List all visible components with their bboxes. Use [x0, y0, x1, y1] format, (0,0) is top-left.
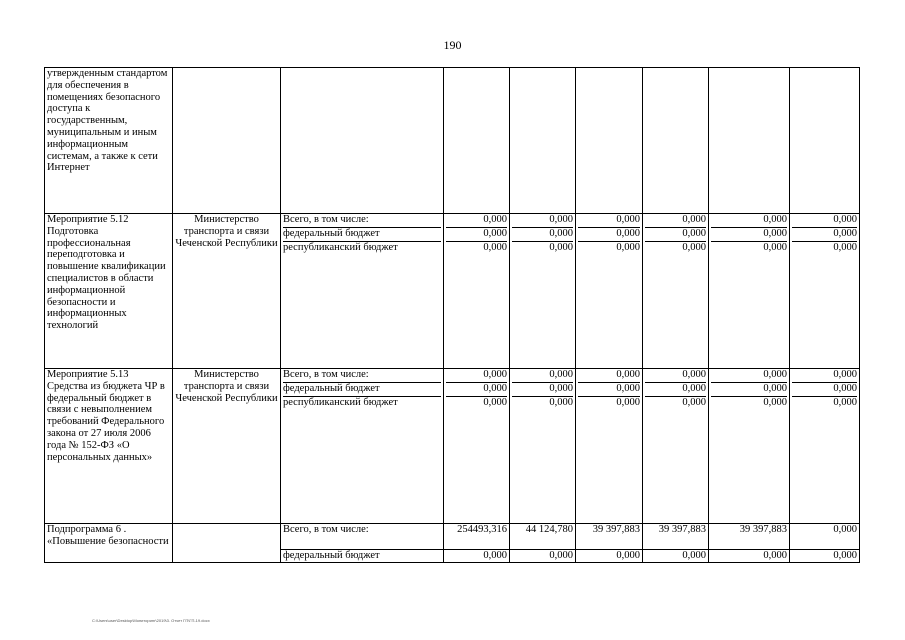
- value: 0,000: [792, 383, 857, 397]
- value-cell: 0,000: [790, 550, 860, 563]
- value-cell: [510, 68, 576, 214]
- value-cell: [576, 369, 643, 524]
- value-cell: [790, 524, 860, 550]
- value: 0,000: [792, 228, 857, 242]
- value-cell: [790, 369, 860, 524]
- value-cell: [444, 214, 510, 369]
- value: 254493,316: [457, 524, 507, 535]
- value: 0,000: [446, 383, 507, 397]
- value: 44 124,780: [525, 524, 573, 535]
- value: 0,000: [645, 383, 706, 397]
- value-cell: [510, 524, 576, 550]
- value: 0,000: [645, 369, 706, 383]
- value: 0,000: [711, 228, 787, 242]
- value: 0,000: [711, 369, 787, 383]
- value: 0,000: [682, 241, 706, 253]
- value-cell: 0,000: [709, 550, 790, 563]
- value-cell: [709, 524, 790, 550]
- value-cell: 0,000: [444, 550, 510, 563]
- funding-source-label: республиканский бюджет: [283, 396, 398, 408]
- value-cell: [576, 524, 643, 550]
- funding-source-label: Всего, в том числе:: [283, 214, 441, 228]
- value: 0,000: [792, 214, 857, 228]
- value: 0,000: [578, 369, 640, 383]
- value: 0,000: [512, 228, 573, 242]
- value: 0,000: [446, 369, 507, 383]
- executor-cell: Министерство транспорта и связи Чеченской Республики: [173, 214, 281, 369]
- value-cell: [709, 68, 790, 214]
- value-cell: [576, 68, 643, 214]
- value: 0,000: [645, 228, 706, 242]
- executor-cell: [173, 524, 281, 563]
- value-cell: [444, 369, 510, 524]
- value-cell: [643, 214, 709, 369]
- activity-description: утвержденным стандартом для обеспечения в помещениях безопасного доступа к государственным, муниципальным и иным информационным системам, а также к сети Интернет: [45, 68, 173, 214]
- value: 0,000: [578, 383, 640, 397]
- value: 0,000: [446, 228, 507, 242]
- value: 0,000: [682, 396, 706, 408]
- value: 0,000: [512, 383, 573, 397]
- funding-source-label: федеральный бюджет: [283, 383, 441, 397]
- value: 0,000: [616, 396, 640, 408]
- funding-source-cell: [281, 214, 444, 369]
- value: 0,000: [833, 241, 857, 253]
- value-cell: [576, 214, 643, 369]
- value-cell: 0,000: [576, 550, 643, 563]
- table-row: [45, 214, 860, 369]
- value: 39 397,883: [739, 524, 787, 535]
- value-cell: [510, 369, 576, 524]
- value-cell: [790, 68, 860, 214]
- value: 0,000: [645, 214, 706, 228]
- value: 0,000: [578, 228, 640, 242]
- value: 0,000: [833, 396, 857, 408]
- funding-source-label: Всего, в том числе:: [281, 524, 444, 550]
- value: 0,000: [483, 241, 507, 253]
- value-cell: [709, 369, 790, 524]
- value-cell: [790, 214, 860, 369]
- value: 0,000: [711, 214, 787, 228]
- value-cell: [709, 214, 790, 369]
- value: 0,000: [792, 369, 857, 383]
- value-cell: [643, 524, 709, 550]
- activity-description: Мероприятие 5.13 Средства из бюджета ЧР в федеральный бюджет в связи с невыполнением требований Федерального закона от 27 июля 2006 года № 152-ФЗ «О персональных данных»: [45, 369, 173, 524]
- executor-cell: [173, 68, 281, 214]
- value: 39 397,883: [658, 524, 706, 535]
- value: 0,000: [763, 241, 787, 253]
- value-cell: [444, 524, 510, 550]
- value-cell: 0,000: [510, 550, 576, 563]
- table-row: [45, 68, 860, 214]
- funding-source-label: республиканский бюджет: [283, 241, 398, 253]
- value: 0,000: [549, 396, 573, 408]
- value-cell: [510, 214, 576, 369]
- activity-description: Мероприятие 5.12 Подготовка профессиональная переподготовка и повышение квалификации специалистов в области информационной безопасности и информационных технологий: [45, 214, 173, 369]
- value-cell: [643, 369, 709, 524]
- value: 0,000: [512, 369, 573, 383]
- activity-description: Подпрограмма 6 . «Повышение безопасности: [45, 524, 173, 563]
- funding-source-label: федеральный бюджет: [283, 228, 441, 242]
- file-path-footer: C:\Users\user\Desktop\Мониторинг\2019\3. Отчет ГП\ГП-19.docx: [92, 618, 210, 623]
- value: 0,000: [549, 241, 573, 253]
- budget-table: [44, 67, 860, 563]
- executor-cell: Министерство транспорта и связи Чеченской Республики: [173, 369, 281, 524]
- value: 0,000: [446, 214, 507, 228]
- value: 0,000: [483, 396, 507, 408]
- value-cell: [444, 68, 510, 214]
- funding-source-cell: [281, 369, 444, 524]
- table-row: [45, 524, 860, 550]
- funding-source-label: федеральный бюджет: [281, 550, 444, 563]
- funding-source-label: Всего, в том числе:: [283, 369, 441, 383]
- funding-source-cell: [281, 68, 444, 214]
- value: 0,000: [711, 383, 787, 397]
- value: 0,000: [512, 214, 573, 228]
- value: 0,000: [833, 524, 857, 535]
- value: 0,000: [763, 396, 787, 408]
- value-cell: [643, 68, 709, 214]
- value: 39 397,883: [592, 524, 640, 535]
- value-cell: 0,000: [643, 550, 709, 563]
- value: 0,000: [616, 241, 640, 253]
- table-row: [45, 369, 860, 524]
- page-number: 190: [443, 38, 462, 52]
- value: 0,000: [578, 214, 640, 228]
